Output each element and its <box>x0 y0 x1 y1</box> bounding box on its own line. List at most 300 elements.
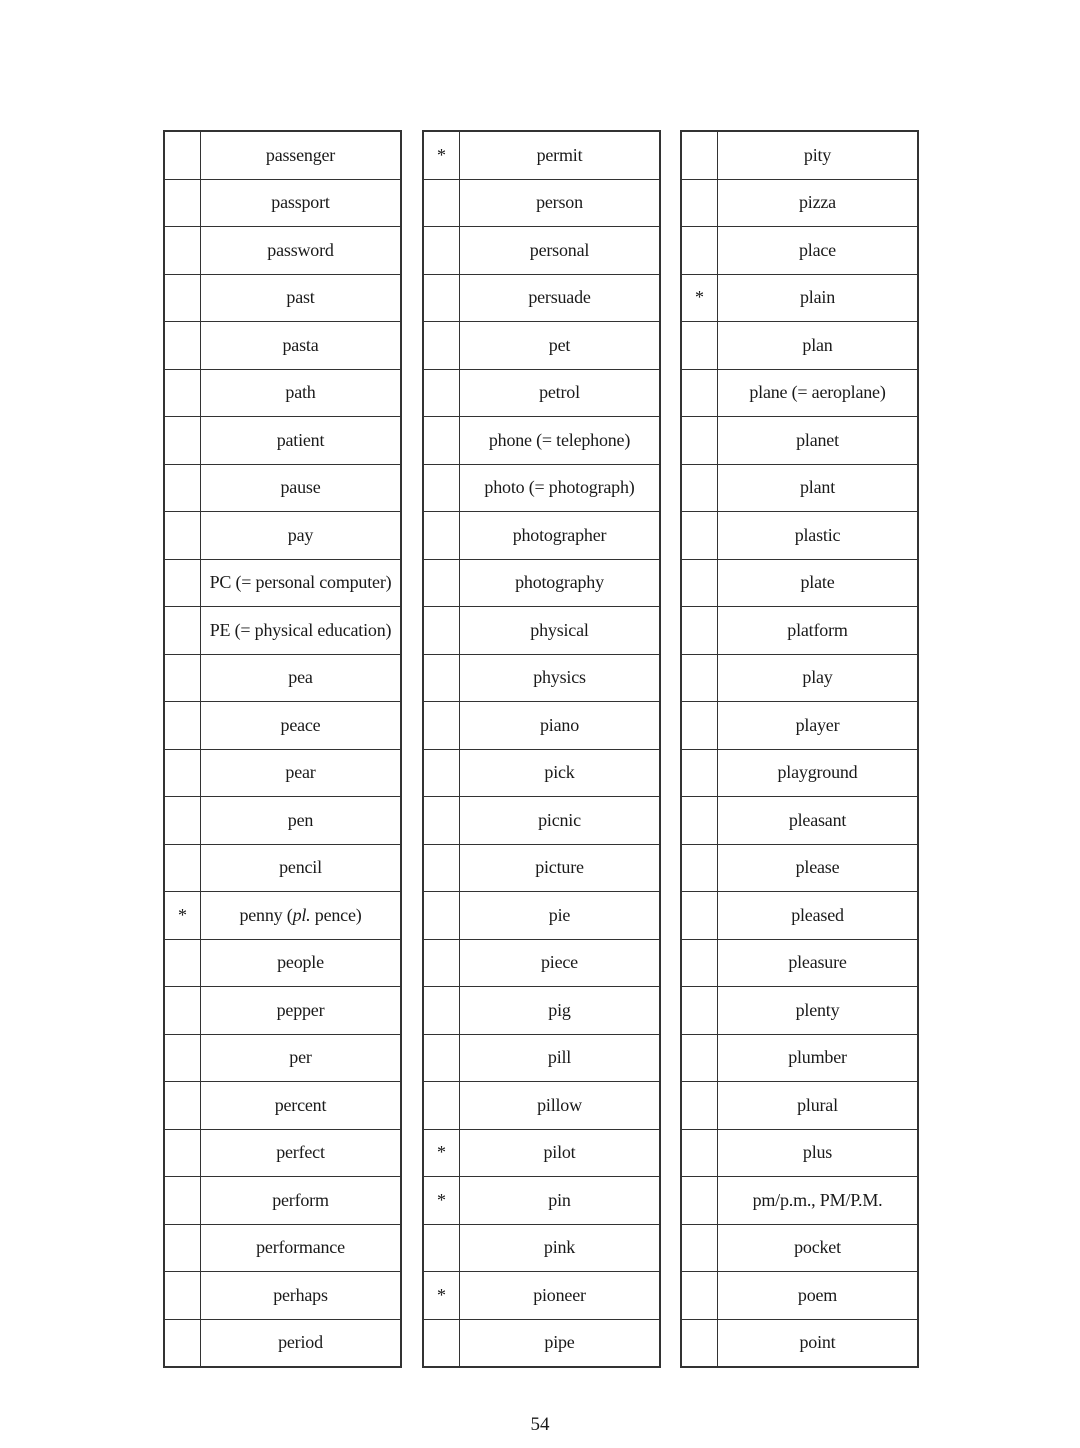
star-mark-cell <box>681 797 718 845</box>
table-row <box>423 1129 660 1177</box>
star-mark-cell <box>423 274 460 322</box>
vocab-word: picture <box>535 857 584 878</box>
vocab-word-cell <box>460 1129 661 1177</box>
vocab-word-cell <box>201 369 402 417</box>
star-mark-cell <box>164 939 201 987</box>
vocab-word: pink <box>543 1237 576 1258</box>
table-row <box>681 322 918 370</box>
vocab-word: persuade <box>528 287 591 308</box>
table-row <box>681 654 918 702</box>
table-row <box>164 702 401 750</box>
star-mark-cell <box>164 797 201 845</box>
vocab-word-cell <box>460 797 661 845</box>
star-mark-cell: * <box>423 1177 460 1225</box>
star-mark-cell <box>164 417 201 465</box>
vocab-word-cell <box>718 1129 919 1177</box>
vocab-word-cell <box>460 274 661 322</box>
vocab-word-cell <box>718 797 919 845</box>
table-row <box>423 1272 660 1320</box>
vocab-word: percent <box>274 1094 327 1115</box>
vocab-word-cell <box>718 464 919 512</box>
table-row <box>423 322 660 370</box>
star-mark-cell <box>164 1034 201 1082</box>
table-row <box>423 1034 660 1082</box>
vocab-word-cell <box>718 1034 919 1082</box>
vocab-word-cell <box>460 1319 661 1367</box>
star-mark-cell <box>423 559 460 607</box>
vocab-word-cell <box>460 654 661 702</box>
vocab-word: plain <box>800 287 835 308</box>
table-row <box>423 512 660 560</box>
star-mark-cell <box>423 654 460 702</box>
vocab-word-italic: pl. <box>292 904 311 925</box>
vocab-word-cell <box>201 892 402 940</box>
vocab-word: player <box>795 714 840 735</box>
star-mark-cell <box>423 227 460 275</box>
star-mark-cell <box>423 1082 460 1130</box>
vocab-word-cell <box>718 227 919 275</box>
vocab-word-cell <box>460 512 661 560</box>
vocab-word: perfect <box>276 1142 325 1163</box>
vocab-word-cell <box>460 1177 661 1225</box>
star-mark-cell <box>423 179 460 227</box>
vocab-word-cell <box>201 274 402 322</box>
table-row <box>423 131 660 179</box>
star-mark-cell <box>164 1082 201 1130</box>
table-row <box>681 1224 918 1272</box>
table-row <box>423 892 660 940</box>
table-row <box>681 227 918 275</box>
vocab-word: pie <box>548 904 571 925</box>
vocab-word: pill <box>547 1047 572 1068</box>
star-mark-cell: * <box>164 892 201 940</box>
table-row <box>681 1272 918 1320</box>
star-mark-cell <box>681 369 718 417</box>
vocab-word: pepper <box>276 999 325 1020</box>
vocab-word-cell <box>718 939 919 987</box>
vocab-word-cell <box>201 559 402 607</box>
star-mark-cell <box>164 1272 201 1320</box>
star-mark-cell <box>164 1319 201 1367</box>
vocab-word-cell <box>718 369 919 417</box>
star-mark-cell <box>681 322 718 370</box>
vocab-word-cell <box>460 1082 661 1130</box>
table-row <box>423 369 660 417</box>
star-mark-cell <box>423 369 460 417</box>
vocab-word-cell <box>718 702 919 750</box>
vocab-word-cell <box>201 939 402 987</box>
star-mark-cell <box>164 844 201 892</box>
star-mark-cell <box>164 559 201 607</box>
star-mark-cell: * <box>423 1129 460 1177</box>
star-mark-cell <box>681 939 718 987</box>
vocab-word-cell <box>460 464 661 512</box>
vocab-word: plane (= aeroplane) <box>749 382 886 403</box>
star-mark-cell <box>681 844 718 892</box>
star-mark-cell: * <box>681 274 718 322</box>
table-row <box>164 797 401 845</box>
star-mark-cell <box>164 607 201 655</box>
vocab-word-cell <box>201 131 402 179</box>
table-row <box>423 417 660 465</box>
vocab-word: playground <box>777 762 858 783</box>
star-mark-cell <box>164 749 201 797</box>
table-row <box>164 1177 401 1225</box>
star-mark-cell <box>681 1129 718 1177</box>
table-row <box>164 654 401 702</box>
table-row <box>423 464 660 512</box>
table-row <box>423 797 660 845</box>
star-mark-cell <box>164 179 201 227</box>
star-mark-cell <box>681 749 718 797</box>
vocab-word-cell <box>201 654 402 702</box>
star-mark-cell <box>423 417 460 465</box>
star-mark-cell <box>681 464 718 512</box>
table-row <box>681 607 918 655</box>
star-mark-cell <box>681 417 718 465</box>
star-mark-cell <box>423 1034 460 1082</box>
vocab-word: period <box>278 1332 323 1353</box>
vocab-table-column-2 <box>422 130 661 1368</box>
star-mark-cell: * <box>423 131 460 179</box>
vocab-word: planet <box>796 429 839 450</box>
vocab-word-cell <box>201 749 402 797</box>
vocab-word: piece <box>541 952 578 973</box>
table-row <box>164 464 401 512</box>
table-row <box>164 322 401 370</box>
vocab-word: pear <box>285 762 316 783</box>
vocab-word: petrol <box>539 382 580 403</box>
vocab-word: per <box>289 1047 312 1068</box>
table-row <box>164 1129 401 1177</box>
vocab-word-cell <box>718 559 919 607</box>
vocab-word: phone (= telephone) <box>488 429 631 450</box>
vocab-word-cell <box>718 131 919 179</box>
table-row <box>681 1177 918 1225</box>
star-mark-cell <box>681 131 718 179</box>
vocab-word-cell <box>718 1224 919 1272</box>
table-row <box>164 1272 401 1320</box>
vocab-word-cell <box>718 607 919 655</box>
vocab-word-cell <box>201 1224 402 1272</box>
star-mark-cell <box>681 559 718 607</box>
vocab-word: play <box>802 667 833 688</box>
table-row <box>681 559 918 607</box>
vocab-word-cell <box>201 322 402 370</box>
vocab-word-cell <box>718 417 919 465</box>
vocab-word: path <box>285 382 316 403</box>
star-mark-cell <box>681 1272 718 1320</box>
star-mark-cell: * <box>423 1272 460 1320</box>
star-mark-cell <box>164 1224 201 1272</box>
vocab-word: pm/p.m., PM/P.M. <box>752 1189 883 1210</box>
vocab-table-column-1 <box>163 130 402 1368</box>
star-mark-cell <box>423 892 460 940</box>
star-mark-cell <box>423 987 460 1035</box>
vocab-word: plant <box>800 477 835 498</box>
star-mark-cell <box>164 1177 201 1225</box>
vocab-word-cell <box>201 1034 402 1082</box>
vocab-word-cell <box>718 892 919 940</box>
vocab-word-cell <box>460 179 661 227</box>
vocab-word-cell <box>718 844 919 892</box>
vocab-word-cell <box>460 559 661 607</box>
table-row <box>681 512 918 560</box>
vocab-word: plate <box>800 572 835 593</box>
vocab-word-cell <box>460 322 661 370</box>
star-mark-cell <box>164 322 201 370</box>
table-row <box>681 702 918 750</box>
vocab-word-cell <box>460 607 661 655</box>
vocab-word: plumber <box>788 1047 847 1068</box>
star-mark-cell <box>681 1177 718 1225</box>
table-row <box>164 274 401 322</box>
star-mark-cell <box>681 227 718 275</box>
vocab-word: photographer <box>512 524 607 545</box>
table-row <box>164 227 401 275</box>
vocab-word-cell <box>201 1177 402 1225</box>
vocab-word: pet <box>548 334 571 355</box>
table-row <box>681 369 918 417</box>
table-row <box>681 892 918 940</box>
star-mark-cell <box>164 512 201 560</box>
vocab-word: peace <box>280 714 321 735</box>
table-row <box>164 369 401 417</box>
vocab-word: physics <box>533 667 586 688</box>
table-row <box>164 179 401 227</box>
table-row <box>423 654 660 702</box>
vocab-word-cell <box>460 417 661 465</box>
vocab-word: patient <box>276 429 325 450</box>
table-row <box>423 559 660 607</box>
table-row <box>681 417 918 465</box>
vocab-word-cell <box>201 1319 402 1367</box>
star-mark-cell <box>423 607 460 655</box>
star-mark-cell <box>681 1319 718 1367</box>
vocab-word: pipe <box>544 1332 575 1353</box>
vocab-word: password <box>267 239 334 260</box>
vocab-word-cell <box>201 1129 402 1177</box>
table-row <box>423 179 660 227</box>
vocab-word: plastic <box>794 524 841 545</box>
vocab-word-cell <box>201 797 402 845</box>
table-row <box>423 1224 660 1272</box>
table-row <box>423 844 660 892</box>
vocab-word: pen <box>287 809 314 830</box>
star-mark-cell <box>164 369 201 417</box>
table-row <box>423 1177 660 1225</box>
vocab-word-cell <box>201 1082 402 1130</box>
star-mark-cell <box>681 1082 718 1130</box>
vocab-word: PE (= physical education) <box>209 619 392 640</box>
table-row <box>423 1082 660 1130</box>
table-row <box>423 702 660 750</box>
table-row <box>681 987 918 1035</box>
vocab-word: pay <box>287 524 314 545</box>
table-row <box>164 607 401 655</box>
vocab-word: permit <box>536 144 583 165</box>
star-mark-cell <box>423 844 460 892</box>
vocab-word: plan <box>802 334 833 355</box>
vocab-word: passenger <box>265 144 336 165</box>
table-row <box>164 1082 401 1130</box>
vocab-word-cell <box>460 987 661 1035</box>
table-row <box>164 1224 401 1272</box>
table-row <box>164 749 401 797</box>
star-mark-cell <box>164 654 201 702</box>
vocab-word-cell <box>201 512 402 560</box>
star-mark-cell <box>164 274 201 322</box>
star-mark-cell <box>164 227 201 275</box>
table-row <box>164 417 401 465</box>
star-mark-cell <box>681 987 718 1035</box>
vocab-word: pleased <box>791 904 844 925</box>
table-row <box>164 1319 401 1367</box>
vocab-word: pin <box>548 1189 571 1210</box>
vocab-word: person <box>536 192 583 213</box>
vocab-word: photography <box>515 572 604 593</box>
vocab-word: passport <box>271 192 330 213</box>
vocab-word: physical <box>530 619 589 640</box>
vocab-word-cell <box>460 227 661 275</box>
vocab-word: pea <box>288 667 313 688</box>
table-row <box>681 797 918 845</box>
vocab-word-cell <box>201 417 402 465</box>
vocab-word: place <box>799 239 836 260</box>
vocab-word: pasta <box>282 334 319 355</box>
vocab-word: penny ( <box>239 904 293 925</box>
vocab-word: poem <box>797 1284 838 1305</box>
star-mark-cell <box>681 512 718 560</box>
vocab-word-cell <box>460 749 661 797</box>
vocab-word-cell <box>460 369 661 417</box>
vocab-word: plus <box>802 1142 833 1163</box>
table-row <box>681 179 918 227</box>
table-row <box>423 1319 660 1367</box>
vocab-word-cell <box>460 702 661 750</box>
table-row <box>164 844 401 892</box>
star-mark-cell <box>423 702 460 750</box>
vocab-word: perform <box>272 1189 329 1210</box>
vocab-word: personal <box>529 239 590 260</box>
star-mark-cell <box>423 1224 460 1272</box>
star-mark-cell <box>164 131 201 179</box>
star-mark-cell <box>681 607 718 655</box>
vocab-word-cell <box>460 844 661 892</box>
table-row <box>164 559 401 607</box>
vocab-word-cell <box>201 464 402 512</box>
vocab-word: piano <box>540 714 579 735</box>
vocab-word-cell <box>460 1034 661 1082</box>
table-row <box>164 1034 401 1082</box>
table-row <box>423 274 660 322</box>
table-row <box>423 749 660 797</box>
vocab-word: past <box>286 287 315 308</box>
vocab-word-cell <box>460 892 661 940</box>
page-number: 54 <box>530 1414 550 1435</box>
table-row <box>164 131 401 179</box>
star-mark-cell <box>681 892 718 940</box>
table-row <box>681 749 918 797</box>
vocab-word: pencil <box>279 857 322 878</box>
table-row <box>681 1319 918 1367</box>
table-row <box>681 1082 918 1130</box>
vocab-table-column-3 <box>680 130 919 1368</box>
vocab-word-cell <box>201 844 402 892</box>
table-row <box>423 939 660 987</box>
vocab-word-cell <box>718 1082 919 1130</box>
star-mark-cell <box>423 322 460 370</box>
table-row <box>681 131 918 179</box>
vocab-word: pocket <box>794 1237 841 1258</box>
vocab-word: pig <box>548 999 571 1020</box>
vocab-word: pity <box>803 144 832 165</box>
star-mark-cell <box>423 749 460 797</box>
table-row <box>681 1034 918 1082</box>
vocab-word-cell <box>718 1272 919 1320</box>
vocab-word-cell <box>718 987 919 1035</box>
star-mark-cell <box>423 512 460 560</box>
vocab-word: pick <box>544 762 575 783</box>
vocab-word-cell <box>201 227 402 275</box>
vocab-word-suffix: pence) <box>310 904 362 925</box>
star-mark-cell <box>681 702 718 750</box>
vocab-word-cell <box>201 1272 402 1320</box>
table-row <box>423 607 660 655</box>
vocab-word: pilot <box>543 1142 576 1163</box>
vocab-word: perhaps <box>273 1284 328 1305</box>
star-mark-cell <box>423 1319 460 1367</box>
vocab-word-cell <box>460 939 661 987</box>
vocab-word: picnic <box>538 809 581 830</box>
vocab-word: photo (= photograph) <box>484 477 635 498</box>
star-mark-cell <box>681 179 718 227</box>
table-row <box>681 464 918 512</box>
vocab-word: pizza <box>799 192 836 213</box>
star-mark-cell <box>681 654 718 702</box>
table-row <box>164 512 401 560</box>
vocab-word-cell <box>718 274 919 322</box>
vocab-word-cell <box>201 179 402 227</box>
vocab-word: plenty <box>795 999 840 1020</box>
vocab-word: please <box>795 857 840 878</box>
vocab-word: performance <box>256 1237 345 1258</box>
table-row <box>681 939 918 987</box>
star-mark-cell <box>423 464 460 512</box>
vocab-word-cell <box>201 987 402 1035</box>
star-mark-cell <box>423 797 460 845</box>
table-row <box>423 227 660 275</box>
vocab-word: pause <box>280 477 321 498</box>
vocab-word-cell <box>201 607 402 655</box>
vocab-word-cell <box>718 179 919 227</box>
star-mark-cell <box>164 1129 201 1177</box>
table-row <box>164 987 401 1035</box>
vocab-word: pleasant <box>788 809 847 830</box>
vocab-word-cell <box>460 131 661 179</box>
vocab-word-cell <box>718 749 919 797</box>
star-mark-cell <box>681 1224 718 1272</box>
table-row <box>681 274 918 322</box>
vocab-word: people <box>277 952 324 973</box>
vocab-word-cell <box>718 1177 919 1225</box>
vocab-word: point <box>799 1332 836 1353</box>
vocab-word-cell <box>718 654 919 702</box>
table-row <box>423 987 660 1035</box>
vocab-word-cell <box>718 322 919 370</box>
star-mark-cell <box>164 702 201 750</box>
star-mark-cell <box>423 939 460 987</box>
